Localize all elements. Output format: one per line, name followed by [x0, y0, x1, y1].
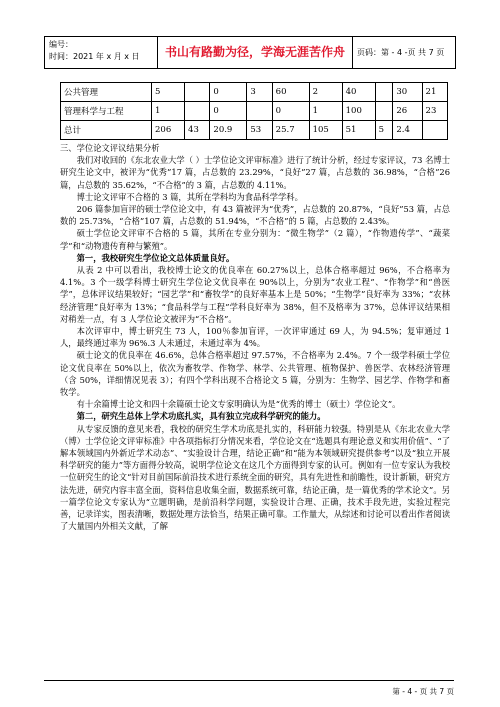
table-cell: 20.9: [210, 121, 247, 140]
table-cell: 2.4: [393, 121, 422, 140]
table-cell: 30: [393, 83, 422, 102]
page-footer: 第 - 4 - 页 共 7 页: [392, 687, 454, 696]
body-paragraph: 硕士论文的优良率在 46.6%，总体合格率超过 97.57%，不合格率为 2.4%。7 个一级学科硕士学位论文优良率在 50%以上，依次为畜牧学、作物学、林学、公共管理、植物保护、兽医学、农林经济管理（含 50%，详细情况见表 3）；有四个学科出现不合格论文 5 篇，分别为：生物学、园艺学、作物学和畜牧学。: [60, 350, 450, 398]
table-row: [61, 83, 448, 102]
table-cell: 0: [210, 83, 247, 102]
body-paragraph: 从专家反馈的意见来看，我校的研究生学术功底是扎实的，科研能力较强。特别是从《东北农业大学（博）士学位论文评审标准》中各项指标打分情况来看，学位论文在“选题具有理论意义和实用价值”、“了解本领域国内外新近学术动态”、“实验设计合理，结论正确”和“能为本领域研究提供参考”以及“独立开展科学研究的能力”等方面得分较高，说明学位论文在这几个方面得到专家的认可。例如有一位专家认为我校一位研究生的论文“针对目前国际前沿技术进行系统全面的研究，具有先进性和前瞻性，设计新颖，研究方法先进，研究内容丰富全面，资料信息收集全面，数据系统可靠，结论正确，是一篇优秀的学术论文”。另一篇学位论文专家认为“立题明确，是前沿科学问题，实验设计合理、正确，技术手段先进，实验过程完善，记录详实，图表清晰，数据处理方法恰当，结果正确可靠。工作量大，从综述和讨论可以看出作者阅读了大量国内外相关文献，了解: [60, 423, 450, 532]
table-cell: 0: [272, 102, 309, 121]
body-paragraph: 本次评审中，博士研究生 73 人，100％参加盲评，一次评审通过 69 人，为 94.5%；复审通过 1 人，最终通过率为 96%.3 人未通过，未通过率为 4%。: [60, 326, 450, 349]
table-cell: 40: [342, 83, 375, 102]
header-number: 编号：: [49, 40, 73, 49]
body-paragraph: 硕士学位论文评审不合格的 5 篇，其所在专业分别为：“微生物学”（2 篇），“作物遗传学”、“蔬菜学”和“动物遗传育种与繁殖”。: [60, 228, 450, 251]
table-row: [61, 121, 448, 140]
table-cell: 43: [185, 121, 210, 140]
table-cell: [375, 102, 393, 121]
bold-paragraph: 第二，研究生总体上学术功底扎实，具有独立完成科学研究的能力。: [76, 411, 326, 422]
table-cell: [247, 102, 272, 121]
table-cell: 26: [393, 102, 422, 121]
table-cell: 60: [272, 83, 309, 102]
table-cell: 1: [152, 102, 185, 121]
table-cell: [185, 83, 210, 102]
table-row-label: 公共管理: [61, 83, 152, 102]
table-cell: 3: [247, 83, 272, 102]
page-header: [44, 36, 456, 69]
body-paragraph: 有十余篇博士论文和四十余篇硕士论文专家明确认为是“优秀的博士（硕士）学位论文”。: [76, 399, 401, 410]
table-cell: 206: [152, 121, 185, 140]
table-cell: 51: [342, 121, 375, 140]
body-paragraph: 博士论文评审不合格的 3 篇，其所在学科均为食品科学学科。: [76, 191, 303, 202]
header-page-number: 页码：第 - 4 -页 共 7 页: [357, 48, 445, 57]
header-slogan-cell: [157, 37, 353, 68]
header-meta: [49, 39, 140, 63]
body-paragraph: 206 篇参加盲评的硕士学位论文中，有 43 篇被评为“优秀”，占总数的 20.87%，“良好”53 篇，占总数的 25.73%，“合格”107 篇，占总数的 51.94%，“不合格”的 5 篇，占总数的 2.43%。: [60, 204, 450, 227]
header-date: 时间：2021 年 x 月 x 日: [49, 52, 140, 61]
table-cell: [185, 102, 210, 121]
table-cell: 5: [375, 121, 393, 140]
body-paragraph: 从表 2 中可以看出，我校博士论文的优良率在 60.27%以上，总体合格率超过 96%，不合格率为 4.1%。3 个一级学科博士研究生学位论文优良率在 90%以上，分别为“农业工程”、“作物学”和“兽医学”，总体评议结果较好；“园艺学”和“畜牧学”的良好率基本上是 50%；“生物学”良好率为 33%；“农林经济管理”良好率为 13%；“食品科学与工程”学科良好率为 38%，但不及格率为 37%，总体评议结果相对稍差一点，有 3 人学位论文被评为“不合格”。: [60, 265, 450, 324]
table-cell: 0: [210, 102, 247, 121]
table-cell: 105: [309, 121, 342, 140]
table-cell: [422, 121, 447, 140]
header-slogan: 书山有路勤为径，学海无涯苦作舟: [164, 45, 345, 59]
document-body: [60, 142, 450, 533]
table-cell: 25.7: [272, 121, 309, 140]
table-cell: [375, 83, 393, 102]
bold-paragraph: 第一，我校研究生学位论文总体质量良好。: [76, 252, 235, 263]
footer-divider: [44, 680, 454, 681]
table-row: [61, 102, 448, 121]
table-row-label: 管理科学与工程: [61, 102, 152, 121]
table-cell: 1: [309, 102, 342, 121]
table-cell: 23: [422, 102, 447, 121]
table-cell: 5: [152, 83, 185, 102]
section-heading: 三、学位论文评议结果分析: [60, 143, 160, 153]
evaluation-table: [60, 82, 448, 140]
table-cell: 21: [422, 83, 447, 102]
table-cell: 53: [247, 121, 272, 140]
table-cell: 100: [342, 102, 375, 121]
table-cell: 2: [309, 83, 342, 102]
body-paragraph: 我们对收回的《东北农业大学（ ）士学位论文评审标准》进行了统计分析，经过专家评议，73 名博士研究生论文中，被评为“优秀”17 篇，占总数的 23.29%，“良好”27 篇，占总数的 36.98%，“合格”26 篇，占总数的 35.62%，“不合格”的 3 篇，占总数的 4.11%。: [60, 155, 450, 190]
table-row-label: 总计: [61, 121, 152, 140]
